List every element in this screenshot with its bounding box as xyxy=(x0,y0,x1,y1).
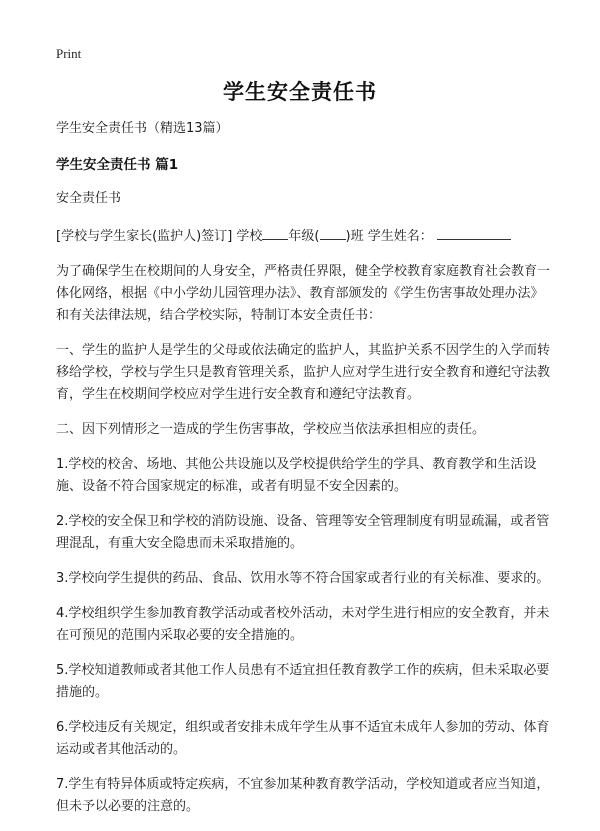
grade-label: 年级( xyxy=(288,229,320,244)
paragraph-guardian: 一、学生的监护人是学生的父母或依法确定的监护人，其监护关系不因学生的入学而转移给学校，学校与学生只是教育管理关系，监护人应对学生进行安全教育和遵纪守法教育，学生在校期间学校应对学生进行安全教育和遵纪守法教育。 xyxy=(56,343,551,402)
section-heading: 学生安全责任书 篇1 xyxy=(56,157,179,173)
doc-label: 安全责任书 xyxy=(56,191,122,206)
print-link[interactable]: Print xyxy=(56,46,82,61)
list-item: 5.学校知道教师或者其他工作人员患有不适宜担任教育教学工作的疾病，但未采取必要措施的。 xyxy=(56,663,550,700)
list-item: 2.学校的安全保卫和学校的消防设施、设备、管理等安全管理制度有明显疏漏，或者管理混乱，有重大安全隐患而未采取措施的。 xyxy=(56,514,550,551)
document-title: 学生安全责任书 xyxy=(223,80,377,104)
student-name-blank xyxy=(437,223,511,240)
signature-form-line xyxy=(56,223,556,248)
paragraph-liability: 二、因下列情形之一造成的学生伤害事故，学校应当依法承担相应的责任。 xyxy=(56,422,486,437)
form-line-prefix: [学校与学生家长(监护人)签订] 学校 xyxy=(56,229,263,244)
list-item: 4.学校组织学生参加教育教学活动或者校外活动，未对学生进行相应的安全教育，并未在可预见的范围内采取必要的安全措施的。 xyxy=(56,606,550,643)
list-item: 6.学校违反有关规定，组织或者安排未成年学生从事不适宜未成年人参加的劳动、体育运动或者其他活动的。 xyxy=(56,720,550,757)
list-item: 3.学校向学生提供的药品、食品、饮用水等不符合国家或者行业的有关标准、要求的。 xyxy=(56,571,550,586)
paragraph-intro: 为了确保学生在校期间的人身安全，严格责任界限，健全学校教育家庭教育社会教育一体化网络，根据《中小学幼儿园管理办法》、教育部颁发的《学生伤害事故处理办法》和有关法律法规，结合学校实际，特制订本安全责任书： xyxy=(56,264,551,323)
school-blank xyxy=(262,223,288,240)
class-student-label: )班 学生姓名： xyxy=(345,229,433,244)
document-body xyxy=(56,118,556,831)
list-item: 1.学校的校舍、场地、其他公共设施以及学校提供给学生的学具、教育教学和生活设施、设备不符合国家规定的标准，或者有明显不安全因素的。 xyxy=(56,457,537,494)
list-item: 7.学生有特异体质或特定疾病，不宜参加某种教育教学活动，学校知道或者应当知道，但未予以必要的注意的。 xyxy=(56,777,550,814)
document-subtitle: 学生安全责任书（精选13篇） xyxy=(56,121,229,136)
grade-blank xyxy=(320,223,346,240)
